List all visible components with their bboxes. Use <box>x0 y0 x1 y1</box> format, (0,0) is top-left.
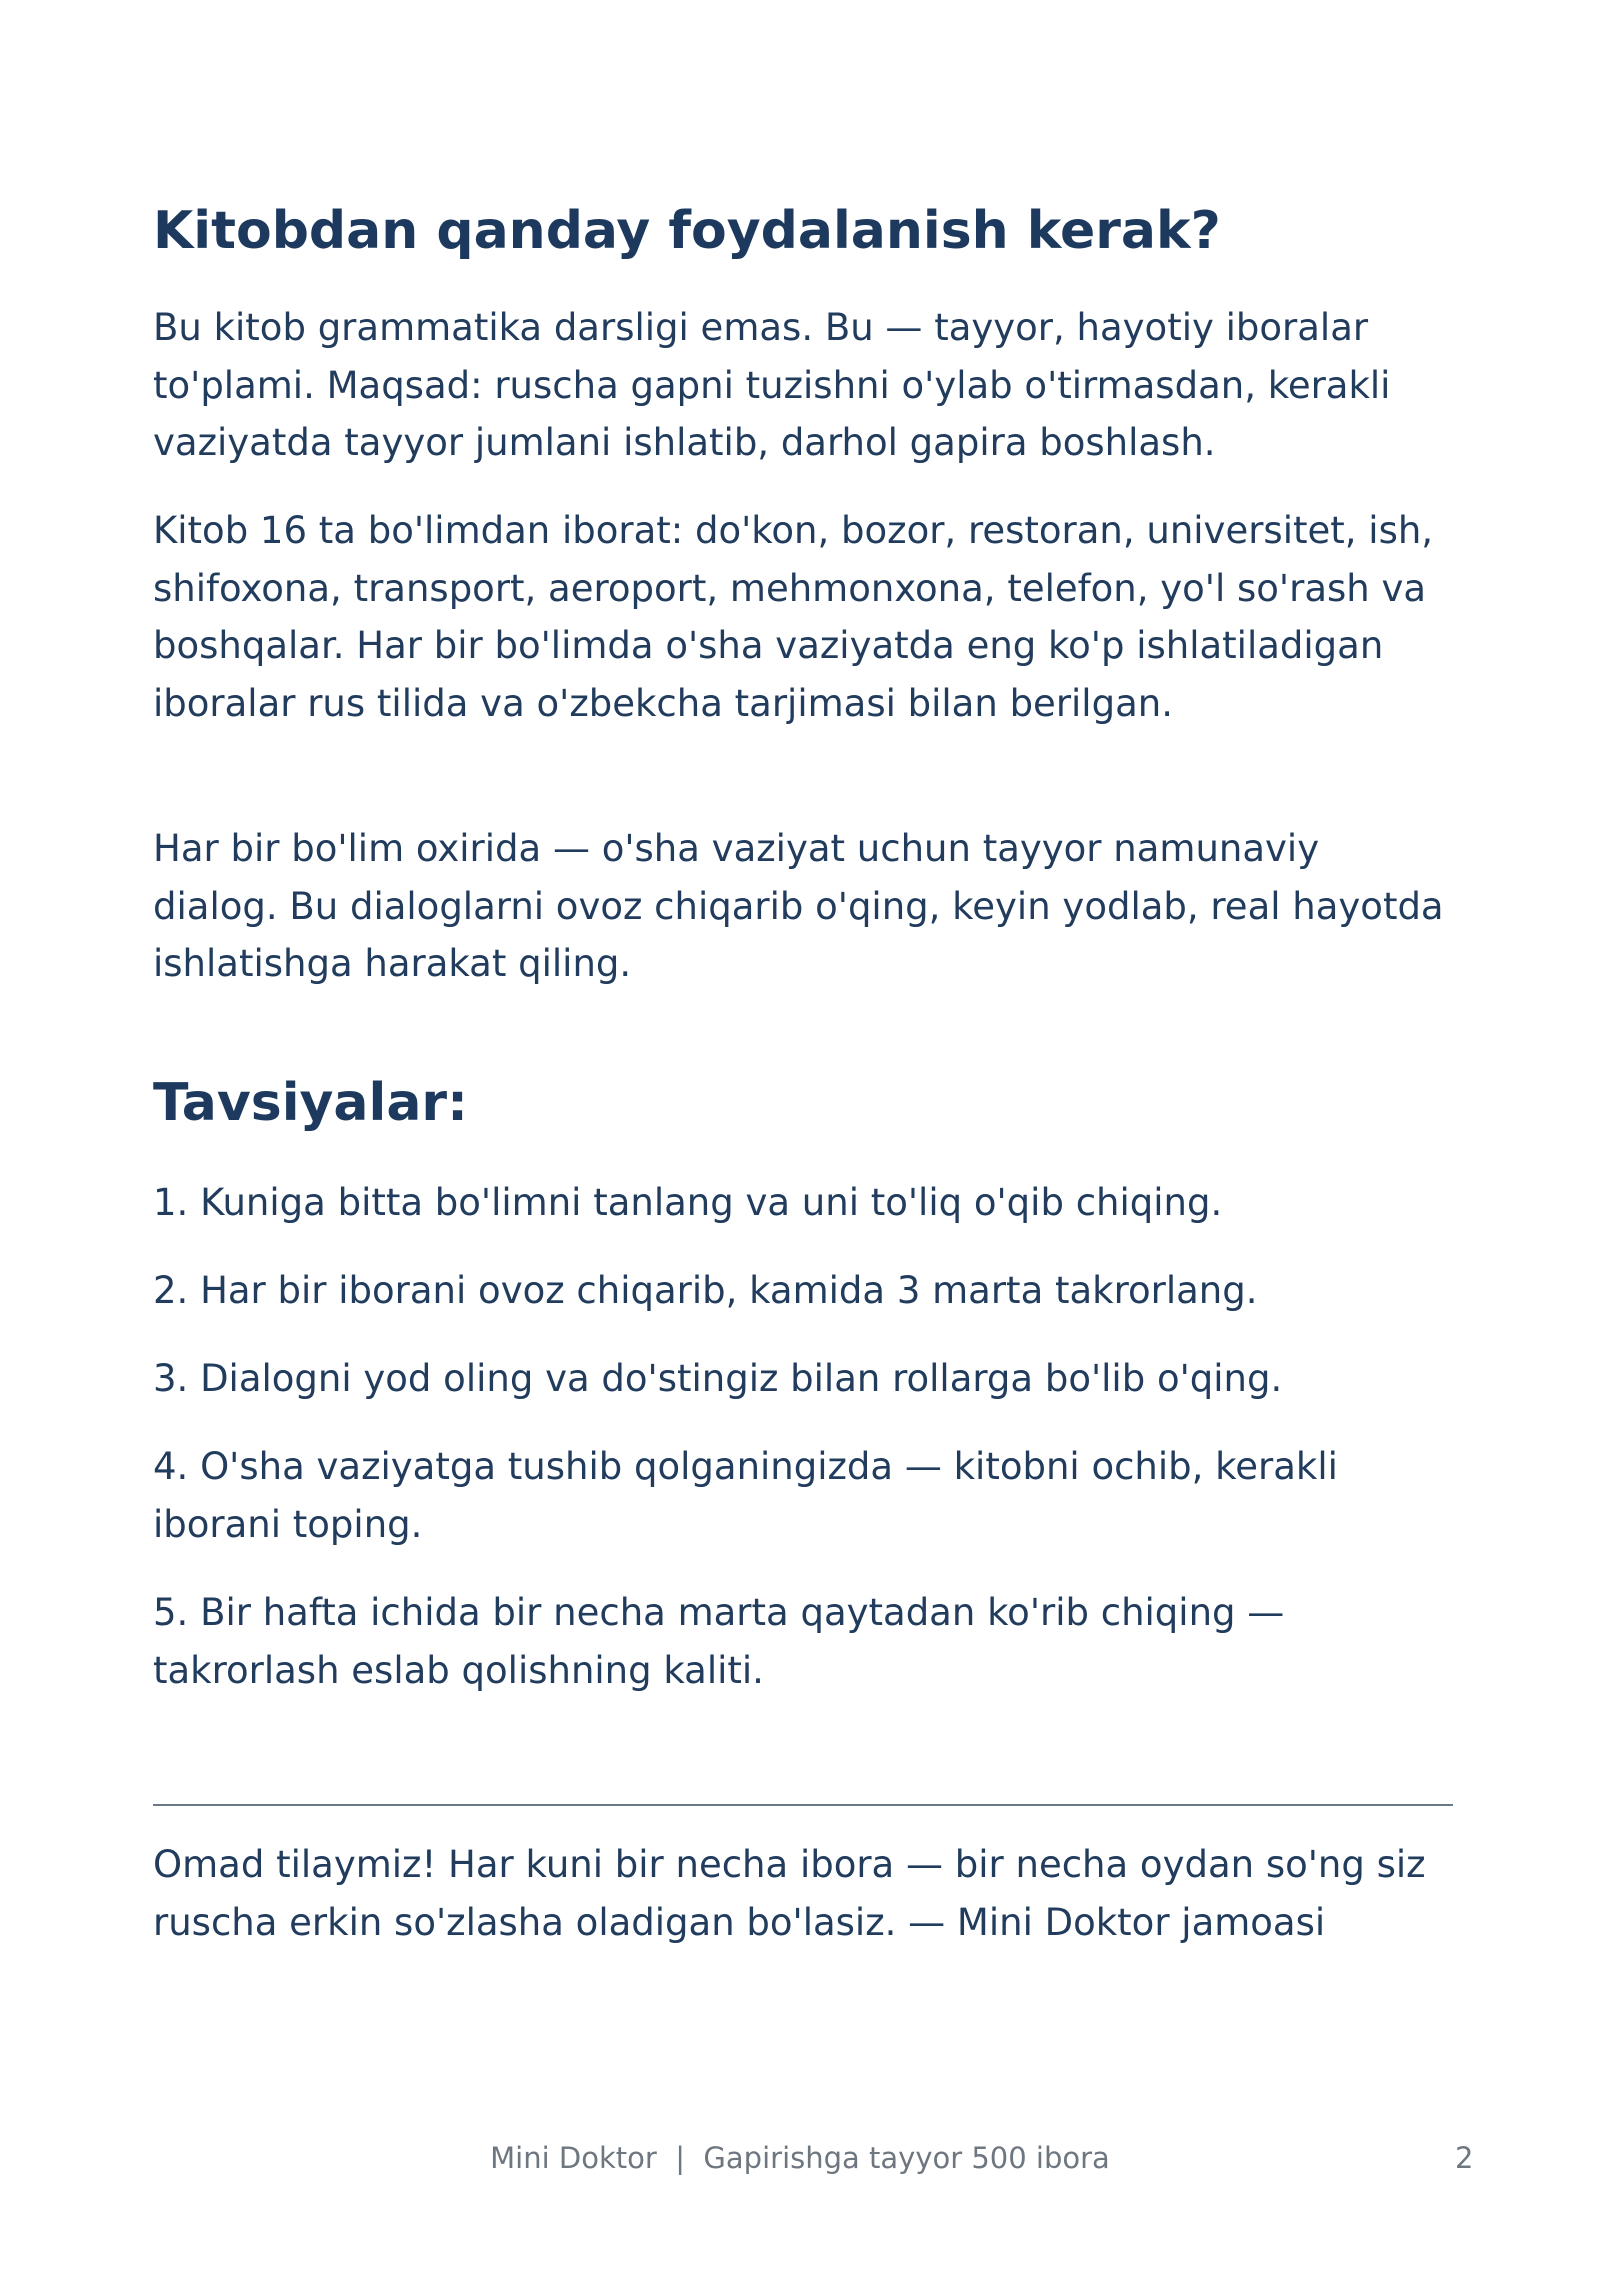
tip-item-1: 1. Kuniga bitta bo'limni tanlang va uni to'liq o'qib chiqing. <box>153 1181 1223 1224</box>
page-title: Kitobdan qanday foydalanish kerak? <box>153 201 1221 261</box>
tip-item-5: 5. Bir hafta ichida bir necha marta qaytadan ko'rib chiqing — takrorlash eslab qolishning kaliti. <box>153 1591 1285 1692</box>
intro-paragraph-3: Har bir bo'lim oxirida — o'sha vaziyat uchun tayyor namunaviy dialog. Bu dialoglarni ovoz chiqarib o'qing, keyin yodlab, real hayotda ishlatishga harakat qiling. <box>153 827 1444 985</box>
footer-text: Mini Doktor | Gapirishga tayyor 500 ibora <box>490 2141 1110 2175</box>
tip-item-3: 3. Dialogni yod oling va do'stingiz bilan rollarga bo'lib o'qing. <box>153 1357 1283 1400</box>
tip-item-2: 2. Har bir iborani ovoz chiqarib, kamida 3 marta takrorlang. <box>153 1269 1258 1312</box>
page-footer <box>0 2138 1600 2178</box>
intro-paragraph-2: Kitob 16 ta bo'limdan iborat: do'kon, bozor, restoran, universitet, ish, shifoxona, transport, aeroport, mehmonxona, telefon, yo'l so'rash va boshqalar. Har bir bo'limda o'sha vaziyatda eng ko'p ishlatiladigan iboralar rus tilida va o'zbekcha tarjimasi bilan berilgan. <box>153 509 1434 725</box>
section-divider <box>153 1804 1453 1806</box>
tips-heading: Tavsiyalar: <box>153 1073 468 1133</box>
tip-item-4: 4. O'sha vaziyatga tushib qolganingizda — kitobni ochib, kerakli iborani toping. <box>153 1445 1338 1546</box>
page-number: 2 <box>1455 2141 1474 2175</box>
closing-message: Omad tilaymiz! Har kuni bir necha ibora — bir necha oydan so'ng siz ruscha erkin so'zlasha oladigan bo'lasiz. — Mini Doktor jamoasi <box>153 1843 1426 1944</box>
intro-paragraph-1: Bu kitob grammatika darsligi emas. Bu — tayyor, hayotiy iboralar to'plami. Maqsad: ruscha gapni tuzishni o'ylab o'tirmasdan, kerakli vaziyatda tayyor jumlani ishlatib, darhol gapira boshlash. <box>153 306 1391 464</box>
